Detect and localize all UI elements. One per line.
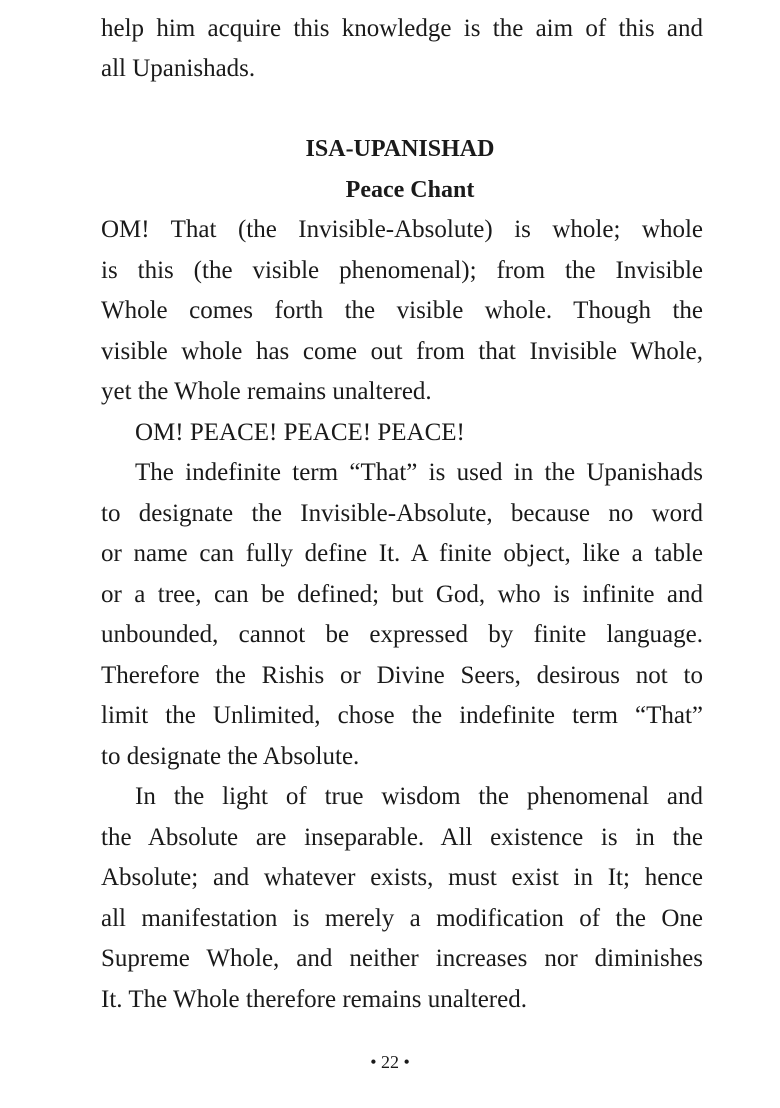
chant-line: Whole comes forth the visible whole. Though the (101, 297, 703, 324)
paragraph-line: Therefore the Rishis or Divine Seers, desirous not to (101, 662, 703, 689)
paragraph-line: It. The Whole therefore remains unaltered. (101, 986, 527, 1013)
paragraph-line: or a tree, can be defined; but God, who is infinite and (101, 581, 703, 608)
intro-line: all Upanishads. (101, 55, 256, 82)
paragraph-line: unbounded, cannot be expressed by finite language. (101, 621, 703, 648)
section-subtitle: Peace Chant (345, 177, 475, 203)
chant-line: yet the Whole remains unaltered. (101, 378, 432, 405)
paragraph-line: In the light of true wisdom the phenomenal and (135, 783, 703, 810)
paragraph-line: Supreme Whole, and neither increases nor diminishes (101, 945, 703, 972)
intro-line: help him acquire this knowledge is the aim of this and (101, 15, 703, 42)
chant-line: OM! That (the Invisible-Absolute) is whole; whole (101, 216, 703, 243)
paragraph-line: Absolute; and whatever exists, must exist in It; hence (101, 864, 703, 891)
paragraph-line: to designate the Absolute. (101, 743, 360, 770)
paragraph-line: or name can fully define It. A finite object, like a table (101, 540, 703, 567)
peace-line: OM! PEACE! PEACE! PEACE! (135, 419, 465, 446)
paragraph-line: the Absolute are inseparable. All existence is in the (101, 824, 703, 851)
chant-line: is this (the visible phenomenal); from the Invisible (101, 257, 703, 284)
paragraph-line: to designate the Invisible-Absolute, because no word (101, 500, 703, 527)
chapter-title: ISA-UPANISHAD (305, 136, 495, 162)
chant-line: visible whole has come out from that Invisible Whole, (101, 338, 703, 365)
page-number: • 22 • (370, 1052, 410, 1072)
paragraph-line: limit the Unlimited, chose the indefinite term “That” (101, 702, 703, 729)
paragraph-line: all manifestation is merely a modification of the One (101, 905, 703, 932)
paragraph-line: The indefinite term “That” is used in the Upanishads (135, 459, 703, 486)
